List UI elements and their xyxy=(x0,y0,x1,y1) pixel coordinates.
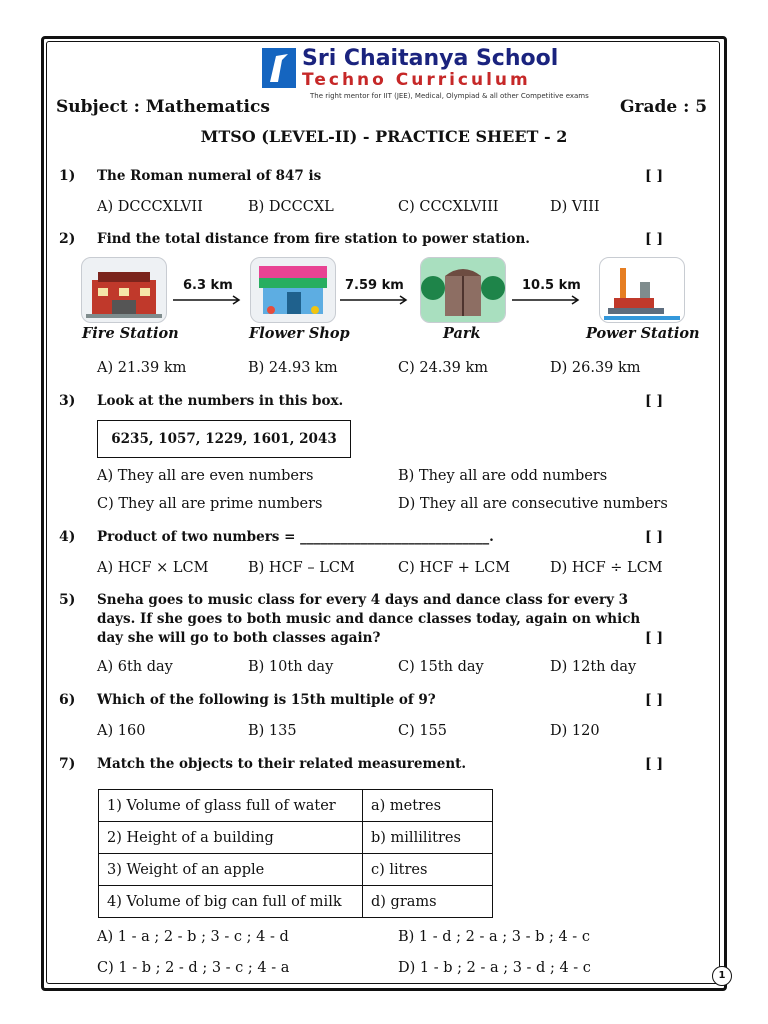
place-label: Fire Station xyxy=(82,325,179,342)
option-a: A) 1 - a ; 2 - b ; 3 - c ; 4 - d xyxy=(97,929,289,945)
question-text: Match the objects to their related measurement. xyxy=(97,756,467,772)
option-b: B) DCCCXL xyxy=(248,199,334,215)
question-text: Find the total distance from fire station to power station. xyxy=(97,231,531,247)
question-text: Which of the following is 15th multiple of 9? xyxy=(97,692,436,708)
option-b: B) HCF – LCM xyxy=(248,560,355,576)
distance-label: 10.5 km xyxy=(522,278,581,293)
question-text: Look at the numbers in this box. xyxy=(97,393,344,409)
option-c: C) HCF + LCM xyxy=(398,560,511,576)
distance-label: 6.3 km xyxy=(183,278,233,293)
power-station-icon xyxy=(599,257,685,323)
table-cell: a) metres xyxy=(363,790,493,822)
arrow-icon xyxy=(171,295,243,305)
sheet-title: MTSO (LEVEL-II) - PRACTICE SHEET - 2 xyxy=(200,127,568,146)
place-label: Flower Shop xyxy=(249,325,350,342)
number-box: 6235, 1057, 1229, 1601, 2043 xyxy=(97,420,351,458)
option-d: D) HCF ÷ LCM xyxy=(550,560,663,576)
question-text-line: day she will go to both classes again? xyxy=(97,630,381,646)
option-c: C) 15th day xyxy=(398,659,484,675)
option-d: D) 1 - b ; 2 - a ; 3 - d ; 4 - c xyxy=(398,960,591,976)
option-d: D) They all are consecutive numbers xyxy=(398,496,668,512)
option-c: C) 155 xyxy=(398,723,448,739)
table-cell: 3) Weight of an apple xyxy=(99,854,363,886)
table-cell: c) litres xyxy=(363,854,493,886)
question-number: 5) xyxy=(59,592,76,608)
option-b: B) 24.93 km xyxy=(248,360,338,376)
option-a: A) 21.39 km xyxy=(97,360,187,376)
option-d: D) 26.39 km xyxy=(550,360,641,376)
option-c: C) CCCXLVIII xyxy=(398,199,499,215)
question-text-line: days. If she goes to both music and dance classes today, again on which xyxy=(97,611,641,627)
option-a: A) 6th day xyxy=(97,659,173,675)
option-b: B) They all are odd numbers xyxy=(398,468,608,484)
table-row xyxy=(99,790,493,822)
question-number: 3) xyxy=(59,393,76,409)
option-b: B) 135 xyxy=(248,723,297,739)
question-number: 7) xyxy=(59,756,76,772)
answer-bracket: [ ] xyxy=(645,756,664,772)
page-number: 1 xyxy=(712,966,732,986)
option-a: A) DCCCXLVII xyxy=(97,199,203,215)
school-logo-icon xyxy=(262,48,296,88)
subject-label: Subject : Mathematics xyxy=(56,97,270,117)
arrow-icon xyxy=(510,295,582,305)
question-text: The Roman numeral of 847 is xyxy=(97,168,322,184)
answer-bracket: [ ] xyxy=(645,231,664,247)
option-a: A) HCF × LCM xyxy=(97,560,209,576)
option-d: D) 120 xyxy=(550,723,600,739)
table-cell: d) grams xyxy=(363,886,493,918)
option-d: D) VIII xyxy=(550,199,600,215)
table-cell: b) millilitres xyxy=(363,822,493,854)
table-cell: 1) Volume of glass full of water xyxy=(99,790,363,822)
fire-station-icon xyxy=(81,257,167,323)
option-b: B) 10th day xyxy=(248,659,334,675)
question-number: 6) xyxy=(59,692,76,708)
answer-bracket: [ ] xyxy=(645,692,664,708)
answer-bracket: [ ] xyxy=(645,393,664,409)
option-a: A) They all are even numbers xyxy=(97,468,314,484)
question-text: Product of two numbers = ____________________________. xyxy=(97,529,494,545)
grade-label: Grade : 5 xyxy=(620,97,708,117)
option-c: C) They all are prime numbers xyxy=(97,496,323,512)
option-c: C) 1 - b ; 2 - d ; 3 - c ; 4 - a xyxy=(97,960,290,976)
table-cell: 2) Height of a building xyxy=(99,822,363,854)
table-cell: 4) Volume of big can full of milk xyxy=(99,886,363,918)
place-label: Park xyxy=(443,325,481,342)
table-row xyxy=(99,822,493,854)
distance-label: 7.59 km xyxy=(345,278,404,293)
park-icon xyxy=(420,257,506,323)
answer-bracket: [ ] xyxy=(645,630,664,646)
flower-shop-icon xyxy=(250,257,336,323)
question-number: 2) xyxy=(59,231,76,247)
question-number: 4) xyxy=(59,529,76,545)
option-a: A) 160 xyxy=(97,723,146,739)
option-d: D) 12th day xyxy=(550,659,637,675)
school-tagline: The right mentor for IIT (JEE), Medical, Olympiad & all other Competitive exams xyxy=(310,92,589,100)
arrow-icon xyxy=(338,295,410,305)
school-subtitle: Techno Curriculum xyxy=(302,70,531,90)
place-label: Power Station xyxy=(586,325,700,342)
question-text-line: Sneha goes to music class for every 4 days and dance class for every 3 xyxy=(97,592,629,608)
answer-bracket: [ ] xyxy=(645,529,664,545)
table-row xyxy=(99,854,493,886)
school-name: Sri Chaitanya School xyxy=(302,46,559,71)
option-c: C) 24.39 km xyxy=(398,360,489,376)
table-row xyxy=(99,886,493,918)
match-table xyxy=(98,789,493,918)
question-number: 1) xyxy=(59,168,76,184)
answer-bracket: [ ] xyxy=(645,168,664,184)
option-b: B) 1 - d ; 2 - a ; 3 - b ; 4 - c xyxy=(398,929,590,945)
